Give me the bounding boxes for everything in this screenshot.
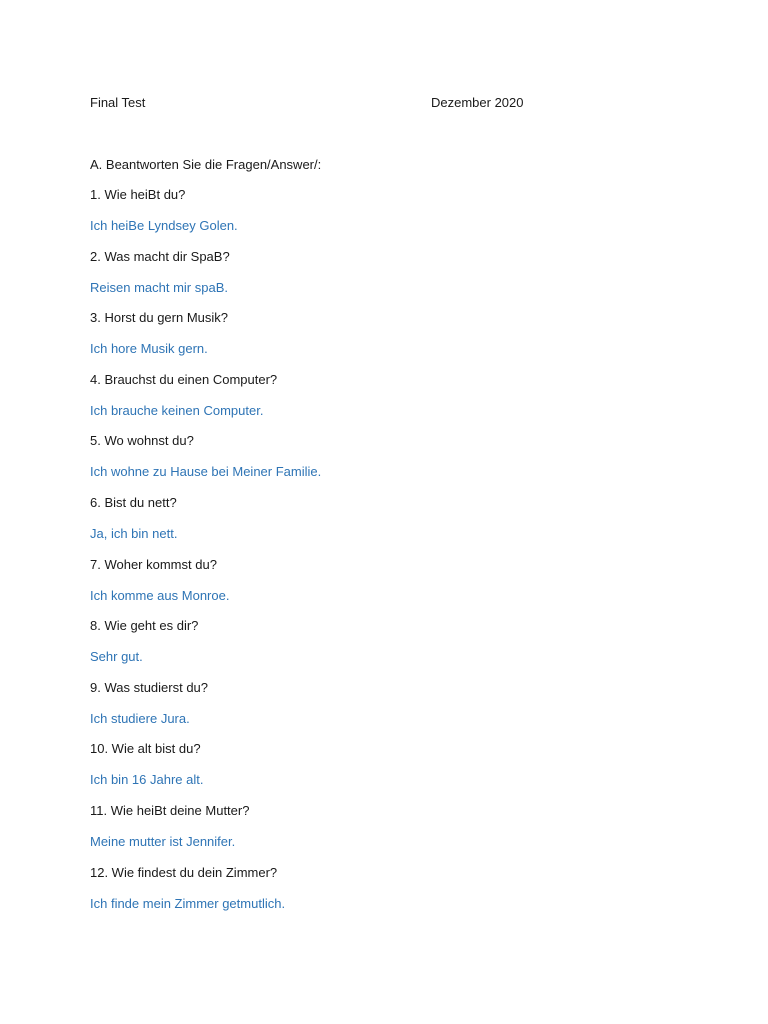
answer-text: Ich finde mein Zimmer getmutlich. xyxy=(90,895,286,911)
qa-item xyxy=(90,557,690,619)
question-text: 7. Woher kommst du? xyxy=(90,556,217,572)
answer-text: Ich studiere Jura. xyxy=(90,710,190,726)
question-text: 3. Horst du gern Musik? xyxy=(90,310,229,326)
question-text: 11. Wie heiBt deine Mutter? xyxy=(90,802,250,818)
qa-item xyxy=(90,310,690,372)
qa-item xyxy=(90,249,690,311)
answer-text: Ich wohne zu Hause bei Meiner Familie. xyxy=(90,464,322,480)
qa-item xyxy=(90,803,690,865)
answer-text: Ja, ich bin nett. xyxy=(90,525,178,541)
question-text: 9. Was studierst du? xyxy=(90,679,209,695)
document-title: Final Test xyxy=(90,95,146,110)
qa-item xyxy=(90,495,690,557)
question-text: 12. Wie findest du dein Zimmer? xyxy=(90,864,278,880)
answer-text: Sehr gut. xyxy=(90,649,143,665)
answer-text: Reisen macht mir spaB. xyxy=(90,279,228,295)
answer-text: Ich bin 16 Jahre alt. xyxy=(90,772,204,788)
section-heading: A. Beantworten Sie die Fragen/Answer/: xyxy=(90,157,322,172)
answer-text: Meine mutter ist Jennifer. xyxy=(90,833,236,849)
qa-item xyxy=(90,187,690,249)
question-text: 8. Wie geht es dir? xyxy=(90,618,199,634)
question-text: 6. Bist du nett? xyxy=(90,494,177,510)
answer-text: Ich heiBe Lyndsey Golen. xyxy=(90,218,238,233)
qa-item xyxy=(90,433,690,495)
qa-item xyxy=(90,618,690,680)
qa-item xyxy=(90,865,690,927)
question-text: 2. Was macht dir SpaB? xyxy=(90,248,230,264)
question-text: 4. Brauchst du einen Computer? xyxy=(90,371,278,387)
answer-text: Ich komme aus Monroe. xyxy=(90,587,230,603)
question-answer-list xyxy=(90,187,690,926)
question-text: 5. Wo wohnst du? xyxy=(90,433,194,449)
answer-text: Ich brauche keinen Computer. xyxy=(90,402,264,418)
qa-item xyxy=(90,680,690,742)
qa-item xyxy=(90,741,690,803)
question-text: 10. Wie alt bist du? xyxy=(90,741,201,757)
document-date: Dezember 2020 xyxy=(431,95,524,110)
qa-item xyxy=(90,372,690,434)
question-text: 1. Wie heiBt du? xyxy=(90,187,186,202)
answer-text: Ich hore Musik gern. xyxy=(90,341,208,357)
